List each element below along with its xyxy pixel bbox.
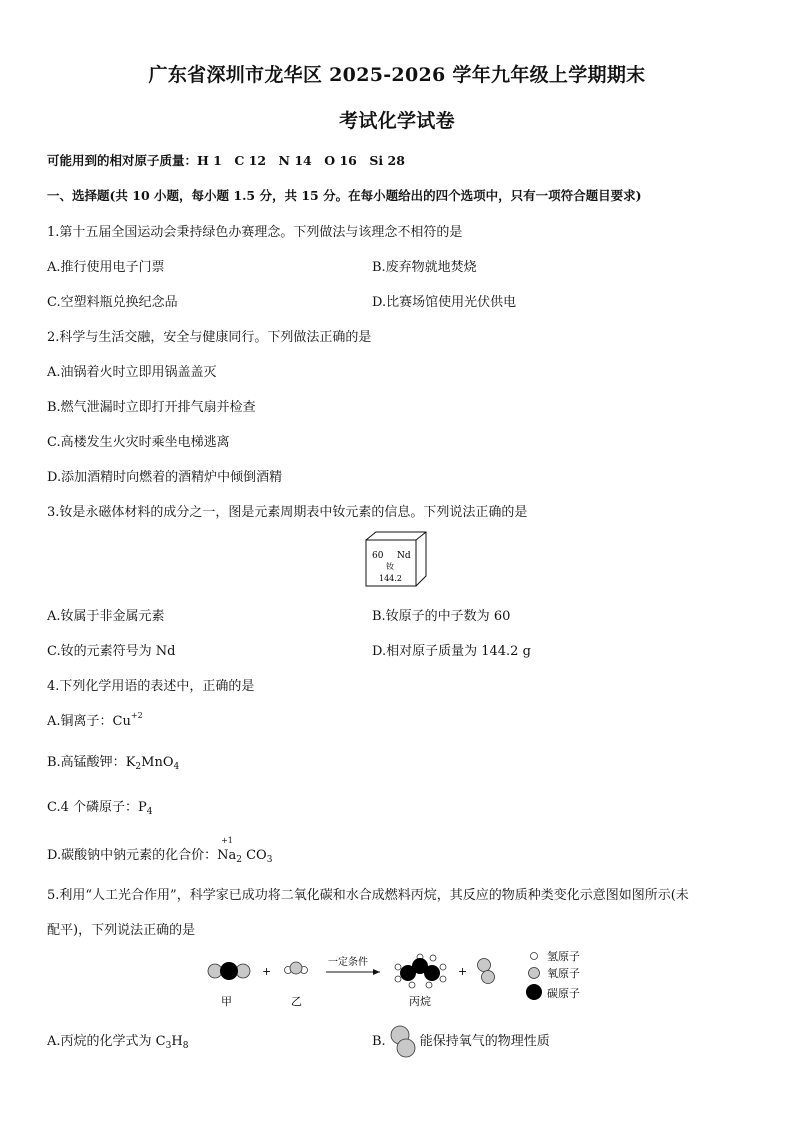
- molecule-oxygen: [478, 959, 495, 984]
- question-4-stem: 4.下列化学用语的表述中，正确的是: [47, 679, 255, 694]
- question-2-option-b: B.燃气泄漏时立即打开排气扇并检查: [47, 400, 256, 415]
- oxygen-atom: [208, 964, 222, 978]
- formula-subscript: 8: [182, 1041, 189, 1051]
- oxygen-atom: [478, 959, 491, 972]
- oxygen-molecule-icon: [388, 1024, 418, 1058]
- question-5-option-a: [47, 1030, 188, 1051]
- question-1-option-a: A.推行使用电子门票: [47, 260, 165, 275]
- hydrogen-atom: [440, 976, 446, 982]
- page-title: 广东省深圳市龙华区 2025-2026 学年九年级上学期期末: [148, 64, 646, 86]
- hydrogen-atom: [426, 982, 432, 988]
- question-1-stem: 1.第十五届全国运动会秉持绿色办赛理念。下列做法与该理念不相符的是: [47, 225, 463, 240]
- question-3-option-a: A.钕属于非金属元素: [47, 609, 165, 624]
- page-subtitle: 考试化学试卷: [339, 110, 455, 132]
- hydrogen-atom: [430, 955, 436, 961]
- formula-part: CO: [241, 848, 267, 863]
- valence-mark: +1: [221, 836, 233, 845]
- legend-hydrogen-icon: [531, 953, 538, 960]
- label-bingwan: 丙烷: [409, 995, 431, 1008]
- label-yi: 乙: [291, 995, 302, 1008]
- label-jia: 甲: [221, 995, 232, 1008]
- formula-part: Na: [217, 848, 237, 863]
- question-2-option-c: C.高楼发生火灾时乘坐电梯逃离: [47, 435, 230, 450]
- element-cell-diagram: [364, 530, 428, 588]
- option-b-text: 能保持氧气的物理性质: [419, 1034, 550, 1049]
- plus-sign: +: [458, 965, 468, 978]
- sodium-carbonate-formula: [217, 836, 273, 865]
- question-5-option-b: [372, 1030, 550, 1049]
- oxygen-atom: [482, 971, 495, 984]
- question-3-option-b: B.钕原子的中子数为 60: [372, 609, 511, 624]
- option-b-label: B.: [372, 1034, 386, 1049]
- carbon-atom: [424, 965, 440, 981]
- question-2-stem: 2.科学与生活交融，安全与健康同行。下列做法正确的是: [47, 330, 372, 345]
- element-mass: 144.2: [379, 574, 402, 583]
- question-4-option-b: [47, 751, 179, 772]
- hydrogen-atom: [440, 964, 446, 970]
- element-number: 60: [372, 551, 384, 561]
- formula-part: C: [155, 1034, 166, 1049]
- section-heading: 一、选择题(共 10 小题，每小题 1.5 分，共 15 分。在每小题给出的四个选项中，只有一项符合题目要求): [47, 188, 642, 203]
- atomic-masses: 可能用到的相对原子质量：H 1 C 12 N 14 O 16 Si 28: [47, 153, 405, 168]
- element-symbol: Nd: [397, 551, 411, 561]
- question-3-stem: 3.钕是永磁体材料的成分之一，图是元素周期表中钕元素的信息。下列说法正确的是: [47, 505, 528, 520]
- element-name: 钕: [386, 562, 394, 571]
- legend: [526, 949, 580, 1000]
- formula-subscript: 4: [173, 762, 180, 772]
- option-c-label: C.4 个磷原子：: [47, 800, 139, 815]
- legend-oxygen-label: 氧原子: [547, 967, 580, 980]
- copper-ion-formula: Cu: [112, 714, 131, 729]
- plus-sign: +: [262, 965, 272, 978]
- option-a-label: A.丙烷的化学式为: [47, 1034, 156, 1049]
- question-2-option-a: A.油锅着火时立即用锅盖盖灭: [47, 365, 217, 380]
- molecule-propane: [395, 954, 446, 988]
- molecule-yi: [285, 962, 308, 974]
- copper-ion-charge: +2: [130, 711, 143, 720]
- oxygen-atom: [236, 964, 250, 978]
- question-1-option-c: C.空塑料瓶兑换纪念品: [47, 295, 178, 310]
- hydrogen-atom: [395, 976, 401, 982]
- formula-subscript: 3: [165, 1041, 172, 1051]
- formula-subscript: 3: [266, 855, 273, 865]
- legend-carbon-icon: [526, 984, 542, 1000]
- reaction-condition: 一定条件: [328, 957, 368, 968]
- question-1-option-b: B.废弃物就地焚烧: [372, 260, 477, 275]
- legend-carbon-label: 碳原子: [547, 987, 580, 1000]
- formula-part: MnO: [141, 755, 174, 770]
- question-3-option-d: D.相对原子质量为 144.2 g: [372, 644, 531, 659]
- option-b-label: B.高锰酸钾：: [47, 755, 126, 770]
- legend-hydrogen-label: 氢原子: [547, 950, 580, 963]
- formula-subscript: 2: [236, 855, 242, 865]
- legend-oxygen-icon: [529, 968, 540, 979]
- question-2-option-d: D.添加酒精时向燃着的酒精炉中倾倒酒精: [47, 470, 283, 485]
- question-1-option-d: D.比赛场馆使用光伏供电: [372, 295, 517, 310]
- question-5-stem-line1: 5.利用“人工光合作用”，科学家已成功将二氧化碳和水合成燃料丙烷，其反应的物质种类变化示意图如图所示(未: [47, 888, 689, 903]
- hydrogen-atom: [395, 964, 401, 970]
- formula-part: H: [171, 1034, 183, 1049]
- molecule-jia: [208, 962, 250, 980]
- formula-subscript: 2: [135, 762, 142, 772]
- question-4-option-d: [47, 836, 273, 865]
- reaction-arrow-head: [373, 969, 380, 975]
- reaction-diagram: [200, 945, 600, 1013]
- question-3-option-c: C.钕的元素符号为 Nd: [47, 644, 176, 659]
- formula-part: P: [138, 800, 147, 815]
- option-d-label: D.碳酸钠中钠元素的化合价：: [47, 848, 218, 863]
- option-a-label: A.铜离子：: [47, 714, 113, 729]
- oxygen-atom: [290, 962, 302, 974]
- carbon-atom: [220, 962, 238, 980]
- hydrogen-atom: [409, 982, 415, 988]
- formula-part: K: [125, 755, 136, 770]
- question-4-option-c: [47, 796, 153, 817]
- question-5-stem-line2: 配平)，下列说法正确的是: [47, 923, 196, 938]
- formula-subscript: 4: [146, 807, 153, 817]
- question-4-option-a: [47, 710, 143, 729]
